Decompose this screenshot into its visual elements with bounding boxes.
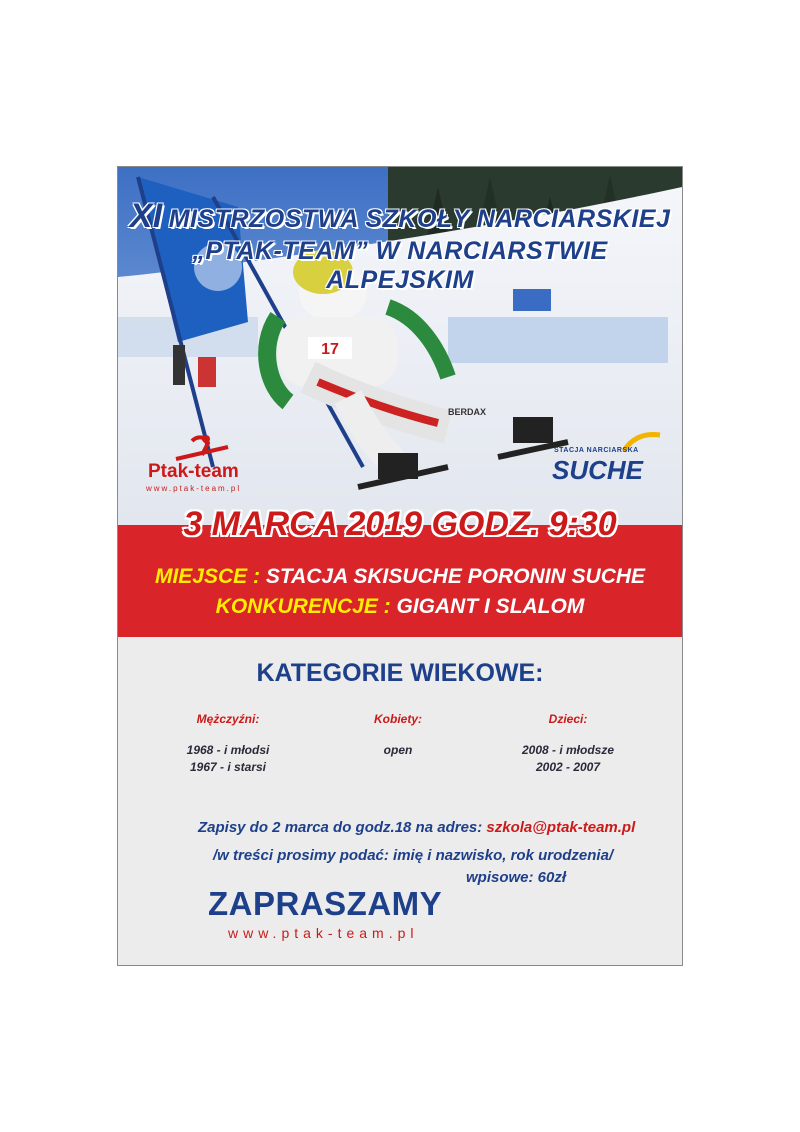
entry-fee: wpisowe: 60zł	[466, 869, 567, 886]
logo-url: www.ptak-team.pl	[146, 484, 242, 493]
registration-note: /w treści prosimy podać: imię i nazwisko, rok urodzenia/	[213, 847, 614, 864]
category-children	[488, 712, 648, 776]
sponsor-text: BERDAX	[448, 407, 487, 417]
website-link[interactable]: www.ptak-team.pl	[228, 925, 419, 941]
category-men	[158, 712, 298, 776]
category-header: Dzieci:	[548, 712, 588, 726]
suche-logo	[546, 435, 666, 485]
category-women	[328, 712, 468, 759]
competition-line	[118, 595, 682, 619]
category-value: 2008 - i młodsze	[521, 743, 615, 757]
logo-big-text: SUCHE	[552, 455, 644, 485]
category-value: 2002 - 2007	[535, 760, 601, 774]
bib-number: 17	[321, 341, 339, 358]
registration-line	[198, 819, 635, 836]
title-line-2: „PTAK-TEAM” W NARCIARSTWIE ALPEJSKIM	[192, 237, 608, 294]
place-value: STACJA SKISUCHE PORONIN SUCHE	[265, 565, 646, 588]
invite-heading: ZAPRASZAMY	[208, 885, 443, 922]
title-line-1	[118, 197, 682, 236]
competition-label: KONKURENCJE :	[215, 595, 391, 618]
place-line	[118, 565, 682, 589]
logo-small-text: STACJA NARCIARSKA	[554, 447, 639, 454]
event-date: 3 MARCA 2019 GODZ. 9:30	[183, 505, 617, 543]
categories-title: KATEGORIE WIEKOWE:	[256, 659, 544, 687]
title-prefix: XI	[129, 197, 163, 235]
skier-logo-icon	[172, 433, 232, 463]
category-value: 1968 - i młodsi	[186, 743, 270, 757]
category-value: 1967 - i starsi	[189, 760, 267, 774]
category-header: Mężczyźni:	[196, 712, 260, 726]
competition-value: GIGANT I SLALOM	[396, 595, 585, 618]
logo-name: Ptak-team	[148, 461, 239, 482]
registration-email[interactable]: szkola@ptak-team.pl	[486, 819, 636, 836]
title-line-1-text: MISTRZOSTWA SZKOŁY NARCIARSKIEJ	[168, 205, 671, 233]
category-value: open	[383, 743, 413, 757]
category-header: Kobiety:	[374, 712, 422, 726]
registration-text: Zapisy do 2 marca do godz.18 na adres:	[198, 819, 487, 836]
place-label: MIEJSCE :	[154, 565, 260, 588]
event-poster	[117, 166, 683, 966]
